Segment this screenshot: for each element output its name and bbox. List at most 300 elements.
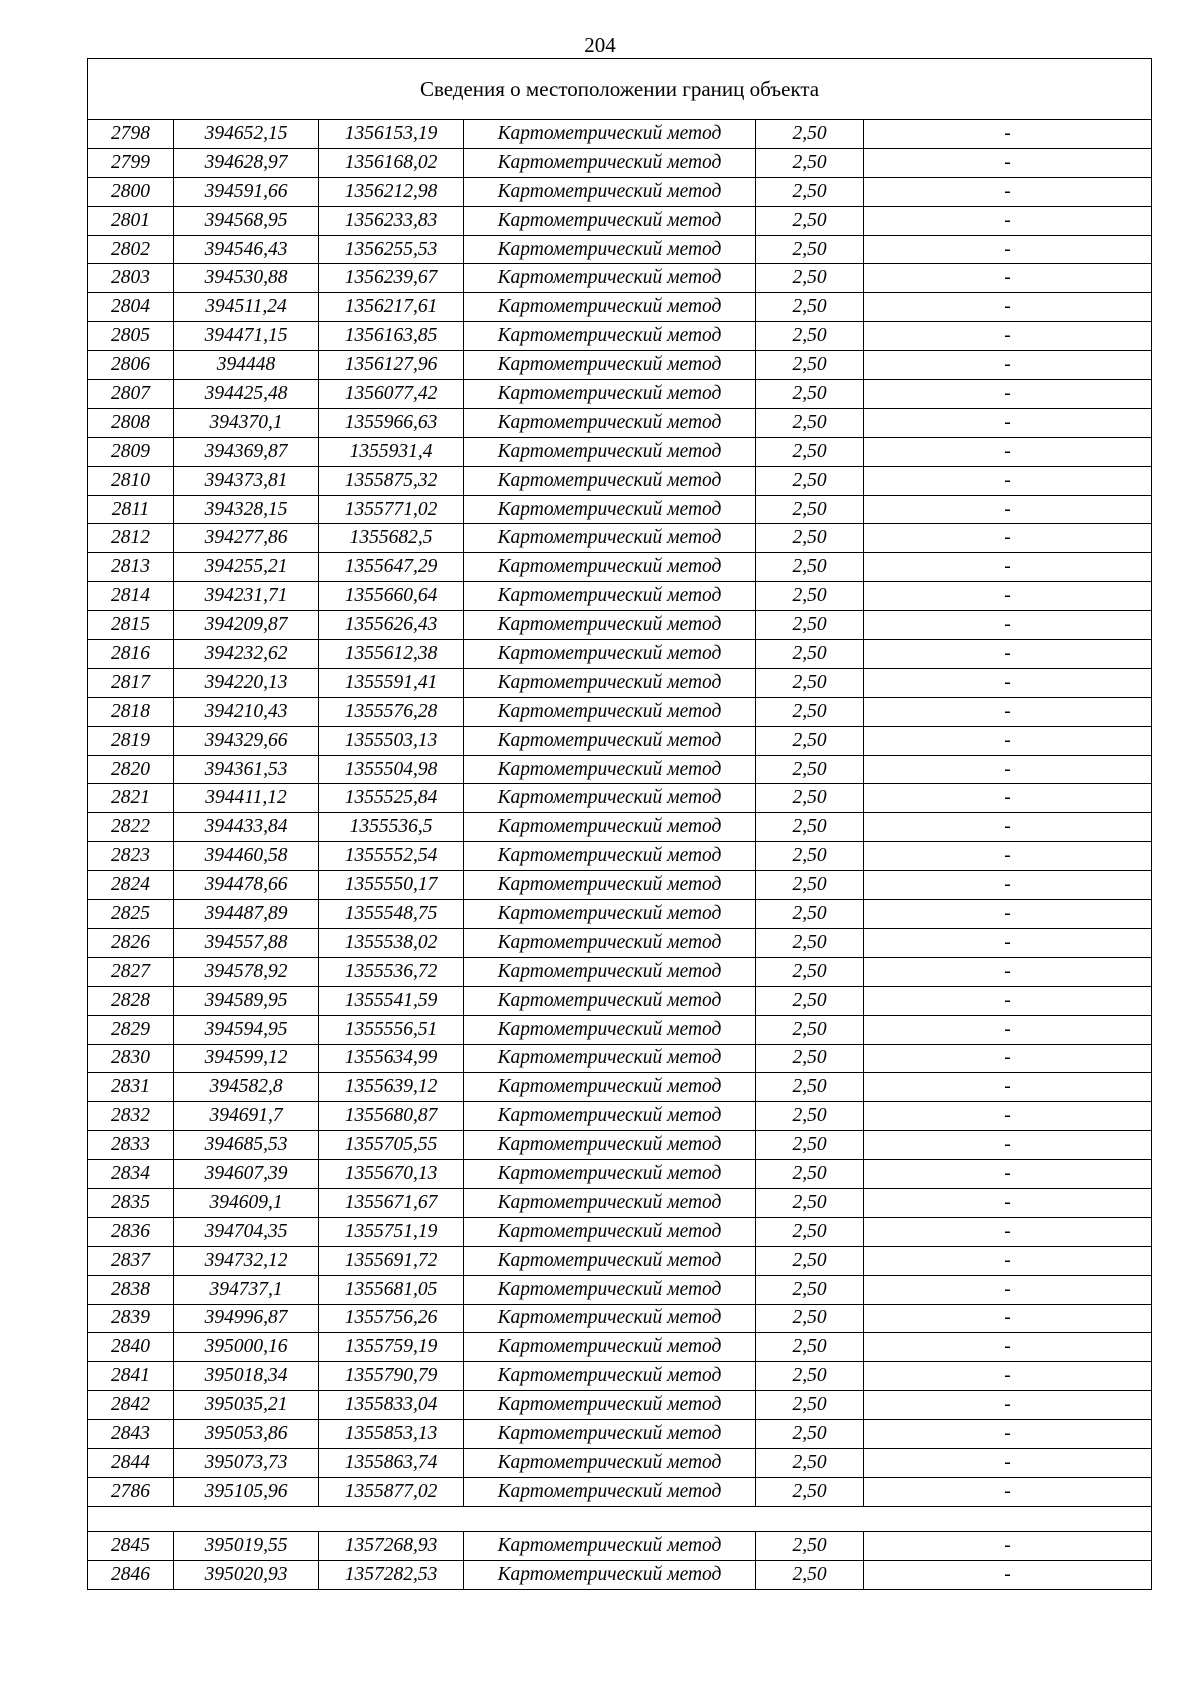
table-title-row <box>88 59 1152 120</box>
accuracy-cell: 2,50 <box>756 293 864 322</box>
table-row <box>88 986 1152 1015</box>
point-number-cell: 2829 <box>88 1015 174 1044</box>
accuracy-cell: 2,50 <box>756 177 864 206</box>
y-coordinate-cell: 1355536,72 <box>319 957 464 986</box>
table-row <box>88 466 1152 495</box>
x-coordinate-cell: 394557,88 <box>174 928 319 957</box>
table-row <box>88 1560 1152 1589</box>
x-coordinate-cell: 394685,53 <box>174 1131 319 1160</box>
x-coordinate-cell: 394220,13 <box>174 668 319 697</box>
table-row <box>88 206 1152 235</box>
description-cell: - <box>864 1477 1152 1506</box>
description-cell: - <box>864 900 1152 929</box>
accuracy-cell: 2,50 <box>756 1160 864 1189</box>
point-number-cell: 2811 <box>88 495 174 524</box>
y-coordinate-cell: 1355877,02 <box>319 1477 464 1506</box>
accuracy-cell: 2,50 <box>756 1188 864 1217</box>
y-coordinate-cell: 1355771,02 <box>319 495 464 524</box>
accuracy-cell: 2,50 <box>756 235 864 264</box>
point-number-cell: 2809 <box>88 437 174 466</box>
y-coordinate-cell: 1355576,28 <box>319 697 464 726</box>
table-row <box>88 1073 1152 1102</box>
point-number-cell: 2800 <box>88 177 174 206</box>
method-cell: Картометрический метод <box>464 524 756 553</box>
table-row <box>88 1015 1152 1044</box>
method-cell: Картометрический метод <box>464 726 756 755</box>
method-cell: Картометрический метод <box>464 668 756 697</box>
y-coordinate-cell: 1355863,74 <box>319 1448 464 1477</box>
point-number-cell: 2817 <box>88 668 174 697</box>
point-number-cell: 2842 <box>88 1391 174 1420</box>
description-cell: - <box>864 697 1152 726</box>
accuracy-cell: 2,50 <box>756 351 864 380</box>
table-row <box>88 668 1152 697</box>
description-cell: - <box>864 842 1152 871</box>
x-coordinate-cell: 394691,7 <box>174 1102 319 1131</box>
point-number-cell: 2840 <box>88 1333 174 1362</box>
table-row <box>88 726 1152 755</box>
accuracy-cell: 2,50 <box>756 264 864 293</box>
point-number-cell: 2836 <box>88 1217 174 1246</box>
x-coordinate-cell: 394582,8 <box>174 1073 319 1102</box>
table-row <box>88 1391 1152 1420</box>
description-cell: - <box>864 120 1152 149</box>
table-row <box>88 784 1152 813</box>
point-number-cell: 2799 <box>88 148 174 177</box>
x-coordinate-cell: 394231,71 <box>174 582 319 611</box>
table-row <box>88 120 1152 149</box>
accuracy-cell: 2,50 <box>756 611 864 640</box>
accuracy-cell: 2,50 <box>756 1015 864 1044</box>
method-cell: Картометрический метод <box>464 957 756 986</box>
method-cell: Картометрический метод <box>464 148 756 177</box>
x-coordinate-cell: 394369,87 <box>174 437 319 466</box>
point-number-cell: 2833 <box>88 1131 174 1160</box>
x-coordinate-cell: 394607,39 <box>174 1160 319 1189</box>
point-number-cell: 2825 <box>88 900 174 929</box>
description-cell: - <box>864 1531 1152 1560</box>
table-row <box>88 495 1152 524</box>
page-number: 204 <box>584 33 616 57</box>
y-coordinate-cell: 1356127,96 <box>319 351 464 380</box>
table-row <box>88 1102 1152 1131</box>
y-coordinate-cell: 1355647,29 <box>319 553 464 582</box>
y-coordinate-cell: 1355556,51 <box>319 1015 464 1044</box>
y-coordinate-cell: 1355756,26 <box>319 1304 464 1333</box>
x-coordinate-cell: 394328,15 <box>174 495 319 524</box>
table-row <box>88 177 1152 206</box>
point-number-cell: 2830 <box>88 1044 174 1073</box>
description-cell: - <box>864 177 1152 206</box>
accuracy-cell: 2,50 <box>756 1246 864 1275</box>
table-row <box>88 1131 1152 1160</box>
table-row <box>88 380 1152 409</box>
accuracy-cell: 2,50 <box>756 206 864 235</box>
method-cell: Картометрический метод <box>464 322 756 351</box>
x-coordinate-cell: 395105,96 <box>174 1477 319 1506</box>
description-cell: - <box>864 380 1152 409</box>
table-row <box>88 408 1152 437</box>
point-number-cell: 2805 <box>88 322 174 351</box>
method-cell: Картометрический метод <box>464 1015 756 1044</box>
description-cell: - <box>864 1448 1152 1477</box>
description-cell: - <box>864 957 1152 986</box>
description-cell: - <box>864 293 1152 322</box>
y-coordinate-cell: 1355671,67 <box>319 1188 464 1217</box>
table-row <box>88 437 1152 466</box>
accuracy-cell: 2,50 <box>756 1477 864 1506</box>
x-coordinate-cell: 394996,87 <box>174 1304 319 1333</box>
point-number-cell: 2813 <box>88 553 174 582</box>
x-coordinate-cell: 394704,35 <box>174 1217 319 1246</box>
point-number-cell: 2823 <box>88 842 174 871</box>
point-number-cell: 2815 <box>88 611 174 640</box>
point-number-cell: 2834 <box>88 1160 174 1189</box>
table-row <box>88 871 1152 900</box>
table-title: Сведения о местоположении границ объекта <box>88 59 1152 120</box>
description-cell: - <box>864 1246 1152 1275</box>
accuracy-cell: 2,50 <box>756 1304 864 1333</box>
accuracy-cell: 2,50 <box>756 1448 864 1477</box>
x-coordinate-cell: 394568,95 <box>174 206 319 235</box>
accuracy-cell: 2,50 <box>756 842 864 871</box>
table-row <box>88 293 1152 322</box>
accuracy-cell: 2,50 <box>756 784 864 813</box>
table-row <box>88 322 1152 351</box>
point-number-cell: 2844 <box>88 1448 174 1477</box>
table-row <box>88 1531 1152 1560</box>
method-cell: Картометрический метод <box>464 1131 756 1160</box>
point-number-cell: 2818 <box>88 697 174 726</box>
description-cell: - <box>864 235 1152 264</box>
accuracy-cell: 2,50 <box>756 755 864 784</box>
method-cell: Картометрический метод <box>464 408 756 437</box>
y-coordinate-cell: 1355691,72 <box>319 1246 464 1275</box>
method-cell: Картометрический метод <box>464 1391 756 1420</box>
y-coordinate-cell: 1355875,32 <box>319 466 464 495</box>
y-coordinate-cell: 1356255,53 <box>319 235 464 264</box>
accuracy-cell: 2,50 <box>756 148 864 177</box>
table-row <box>88 553 1152 582</box>
accuracy-cell: 2,50 <box>756 928 864 957</box>
table-row <box>88 900 1152 929</box>
x-coordinate-cell: 394732,12 <box>174 1246 319 1275</box>
x-coordinate-cell: 395053,86 <box>174 1420 319 1449</box>
point-number-cell: 2828 <box>88 986 174 1015</box>
x-coordinate-cell: 394478,66 <box>174 871 319 900</box>
x-coordinate-cell: 394460,58 <box>174 842 319 871</box>
x-coordinate-cell: 394530,88 <box>174 264 319 293</box>
y-coordinate-cell: 1355660,64 <box>319 582 464 611</box>
table-row <box>88 1275 1152 1304</box>
accuracy-cell: 2,50 <box>756 1102 864 1131</box>
method-cell: Картометрический метод <box>464 1275 756 1304</box>
y-coordinate-cell: 1355853,13 <box>319 1420 464 1449</box>
y-coordinate-cell: 1355626,43 <box>319 611 464 640</box>
x-coordinate-cell: 394373,81 <box>174 466 319 495</box>
x-coordinate-cell: 394411,12 <box>174 784 319 813</box>
accuracy-cell: 2,50 <box>756 495 864 524</box>
description-cell: - <box>864 1102 1152 1131</box>
y-coordinate-cell: 1355525,84 <box>319 784 464 813</box>
x-coordinate-cell: 394487,89 <box>174 900 319 929</box>
x-coordinate-cell: 394609,1 <box>174 1188 319 1217</box>
method-cell: Картометрический метод <box>464 466 756 495</box>
description-cell: - <box>864 640 1152 669</box>
method-cell: Картометрический метод <box>464 293 756 322</box>
description-cell: - <box>864 1160 1152 1189</box>
accuracy-cell: 2,50 <box>756 957 864 986</box>
method-cell: Картометрический метод <box>464 1073 756 1102</box>
table-row <box>88 351 1152 380</box>
description-cell: - <box>864 1391 1152 1420</box>
accuracy-cell: 2,50 <box>756 524 864 553</box>
x-coordinate-cell: 394591,66 <box>174 177 319 206</box>
method-cell: Картометрический метод <box>464 1333 756 1362</box>
y-coordinate-cell: 1355790,79 <box>319 1362 464 1391</box>
point-number-cell: 2841 <box>88 1362 174 1391</box>
y-coordinate-cell: 1355504,98 <box>319 755 464 784</box>
table-row <box>88 1160 1152 1189</box>
x-coordinate-cell: 394433,84 <box>174 813 319 842</box>
table-row <box>88 697 1152 726</box>
x-coordinate-cell: 394589,95 <box>174 986 319 1015</box>
x-coordinate-cell: 395035,21 <box>174 1391 319 1420</box>
point-number-cell: 2821 <box>88 784 174 813</box>
point-number-cell: 2846 <box>88 1560 174 1589</box>
description-cell: - <box>864 928 1152 957</box>
method-cell: Картометрический метод <box>464 1160 756 1189</box>
x-coordinate-cell: 394210,43 <box>174 697 319 726</box>
accuracy-cell: 2,50 <box>756 726 864 755</box>
point-number-cell: 2826 <box>88 928 174 957</box>
description-cell: - <box>864 495 1152 524</box>
table-row <box>88 235 1152 264</box>
y-coordinate-cell: 1356168,02 <box>319 148 464 177</box>
y-coordinate-cell: 1355541,59 <box>319 986 464 1015</box>
x-coordinate-cell: 394546,43 <box>174 235 319 264</box>
y-coordinate-cell: 1355536,5 <box>319 813 464 842</box>
method-cell: Картометрический метод <box>464 1304 756 1333</box>
point-number-cell: 2798 <box>88 120 174 149</box>
x-coordinate-cell: 395000,16 <box>174 1333 319 1362</box>
point-number-cell: 2832 <box>88 1102 174 1131</box>
description-cell: - <box>864 322 1152 351</box>
x-coordinate-cell: 394232,62 <box>174 640 319 669</box>
separator-cell <box>88 1506 1152 1531</box>
x-coordinate-cell: 394448 <box>174 351 319 380</box>
point-number-cell: 2843 <box>88 1420 174 1449</box>
description-cell: - <box>864 1044 1152 1073</box>
y-coordinate-cell: 1355931,4 <box>319 437 464 466</box>
point-number-cell: 2807 <box>88 380 174 409</box>
description-cell: - <box>864 668 1152 697</box>
method-cell: Картометрический метод <box>464 351 756 380</box>
y-coordinate-cell: 1355680,87 <box>319 1102 464 1131</box>
point-number-cell: 2816 <box>88 640 174 669</box>
table-row <box>88 1362 1152 1391</box>
method-cell: Картометрический метод <box>464 1531 756 1560</box>
method-cell: Картометрический метод <box>464 264 756 293</box>
point-number-cell: 2824 <box>88 871 174 900</box>
description-cell: - <box>864 1073 1152 1102</box>
point-number-cell: 2808 <box>88 408 174 437</box>
description-cell: - <box>864 148 1152 177</box>
point-number-cell: 2822 <box>88 813 174 842</box>
description-cell: - <box>864 1275 1152 1304</box>
y-coordinate-cell: 1356233,83 <box>319 206 464 235</box>
table-row <box>88 582 1152 611</box>
description-cell: - <box>864 1420 1152 1449</box>
accuracy-cell: 2,50 <box>756 1044 864 1073</box>
point-number-cell: 2827 <box>88 957 174 986</box>
table-row <box>88 1304 1152 1333</box>
y-coordinate-cell: 1357282,53 <box>319 1560 464 1589</box>
separator-row <box>88 1506 1152 1531</box>
method-cell: Картометрический метод <box>464 553 756 582</box>
accuracy-cell: 2,50 <box>756 582 864 611</box>
accuracy-cell: 2,50 <box>756 1217 864 1246</box>
description-cell: - <box>864 813 1152 842</box>
y-coordinate-cell: 1355634,99 <box>319 1044 464 1073</box>
accuracy-cell: 2,50 <box>756 813 864 842</box>
method-cell: Картометрический метод <box>464 871 756 900</box>
table-row <box>88 1333 1152 1362</box>
table-row <box>88 813 1152 842</box>
method-cell: Картометрический метод <box>464 177 756 206</box>
y-coordinate-cell: 1355591,41 <box>319 668 464 697</box>
method-cell: Картометрический метод <box>464 1188 756 1217</box>
y-coordinate-cell: 1356212,98 <box>319 177 464 206</box>
point-number-cell: 2806 <box>88 351 174 380</box>
x-coordinate-cell: 394594,95 <box>174 1015 319 1044</box>
point-number-cell: 2814 <box>88 582 174 611</box>
method-cell: Картометрический метод <box>464 1420 756 1449</box>
point-number-cell: 2819 <box>88 726 174 755</box>
y-coordinate-cell: 1355612,38 <box>319 640 464 669</box>
description-cell: - <box>864 1333 1152 1362</box>
method-cell: Картометрический метод <box>464 986 756 1015</box>
description-cell: - <box>864 986 1152 1015</box>
method-cell: Картометрический метод <box>464 842 756 871</box>
description-cell: - <box>864 784 1152 813</box>
description-cell: - <box>864 611 1152 640</box>
description-cell: - <box>864 264 1152 293</box>
y-coordinate-cell: 1355552,54 <box>319 842 464 871</box>
description-cell: - <box>864 206 1152 235</box>
y-coordinate-cell: 1355966,63 <box>319 408 464 437</box>
x-coordinate-cell: 395018,34 <box>174 1362 319 1391</box>
x-coordinate-cell: 394578,92 <box>174 957 319 986</box>
y-coordinate-cell: 1355503,13 <box>319 726 464 755</box>
method-cell: Картометрический метод <box>464 1102 756 1131</box>
point-number-cell: 2804 <box>88 293 174 322</box>
description-cell: - <box>864 1560 1152 1589</box>
y-coordinate-cell: 1356217,61 <box>319 293 464 322</box>
x-coordinate-cell: 394599,12 <box>174 1044 319 1073</box>
method-cell: Картометрический метод <box>464 755 756 784</box>
y-coordinate-cell: 1356239,67 <box>319 264 464 293</box>
accuracy-cell: 2,50 <box>756 1362 864 1391</box>
description-cell: - <box>864 466 1152 495</box>
y-coordinate-cell: 1355705,55 <box>319 1131 464 1160</box>
description-cell: - <box>864 1217 1152 1246</box>
accuracy-cell: 2,50 <box>756 668 864 697</box>
method-cell: Картометрический метод <box>464 697 756 726</box>
y-coordinate-cell: 1357268,93 <box>319 1531 464 1560</box>
table-row <box>88 957 1152 986</box>
x-coordinate-cell: 394361,53 <box>174 755 319 784</box>
point-number-cell: 2838 <box>88 1275 174 1304</box>
method-cell: Картометрический метод <box>464 1560 756 1589</box>
table-row <box>88 1217 1152 1246</box>
description-cell: - <box>864 726 1152 755</box>
x-coordinate-cell: 394370,1 <box>174 408 319 437</box>
x-coordinate-cell: 395073,73 <box>174 1448 319 1477</box>
y-coordinate-cell: 1355548,75 <box>319 900 464 929</box>
y-coordinate-cell: 1355639,12 <box>319 1073 464 1102</box>
y-coordinate-cell: 1355833,04 <box>319 1391 464 1420</box>
description-cell: - <box>864 1362 1152 1391</box>
y-coordinate-cell: 1356153,19 <box>319 120 464 149</box>
method-cell: Картометрический метод <box>464 582 756 611</box>
table-row <box>88 1246 1152 1275</box>
description-cell: - <box>864 351 1152 380</box>
method-cell: Картометрический метод <box>464 380 756 409</box>
table-row <box>88 1188 1152 1217</box>
accuracy-cell: 2,50 <box>756 1420 864 1449</box>
method-cell: Картометрический метод <box>464 900 756 929</box>
accuracy-cell: 2,50 <box>756 553 864 582</box>
method-cell: Картометрический метод <box>464 120 756 149</box>
method-cell: Картометрический метод <box>464 784 756 813</box>
description-cell: - <box>864 1304 1152 1333</box>
table-row <box>88 928 1152 957</box>
point-number-cell: 2786 <box>88 1477 174 1506</box>
point-number-cell: 2845 <box>88 1531 174 1560</box>
x-coordinate-cell: 394425,48 <box>174 380 319 409</box>
description-cell: - <box>864 437 1152 466</box>
method-cell: Картометрический метод <box>464 1448 756 1477</box>
method-cell: Картометрический метод <box>464 495 756 524</box>
accuracy-cell: 2,50 <box>756 408 864 437</box>
x-coordinate-cell: 394277,86 <box>174 524 319 553</box>
method-cell: Картометрический метод <box>464 1217 756 1246</box>
table-row <box>88 842 1152 871</box>
description-cell: - <box>864 1015 1152 1044</box>
point-number-cell: 2835 <box>88 1188 174 1217</box>
method-cell: Картометрический метод <box>464 611 756 640</box>
table-row <box>88 264 1152 293</box>
point-number-cell: 2802 <box>88 235 174 264</box>
table-row <box>88 148 1152 177</box>
x-coordinate-cell: 394652,15 <box>174 120 319 149</box>
x-coordinate-cell: 395019,55 <box>174 1531 319 1560</box>
x-coordinate-cell: 394209,87 <box>174 611 319 640</box>
method-cell: Картометрический метод <box>464 235 756 264</box>
table-row <box>88 524 1152 553</box>
y-coordinate-cell: 1355538,02 <box>319 928 464 957</box>
accuracy-cell: 2,50 <box>756 986 864 1015</box>
x-coordinate-cell: 394737,1 <box>174 1275 319 1304</box>
accuracy-cell: 2,50 <box>756 322 864 351</box>
accuracy-cell: 2,50 <box>756 1560 864 1589</box>
accuracy-cell: 2,50 <box>756 1131 864 1160</box>
x-coordinate-cell: 395020,93 <box>174 1560 319 1589</box>
method-cell: Картометрический метод <box>464 928 756 957</box>
y-coordinate-cell: 1355682,5 <box>319 524 464 553</box>
x-coordinate-cell: 394255,21 <box>174 553 319 582</box>
